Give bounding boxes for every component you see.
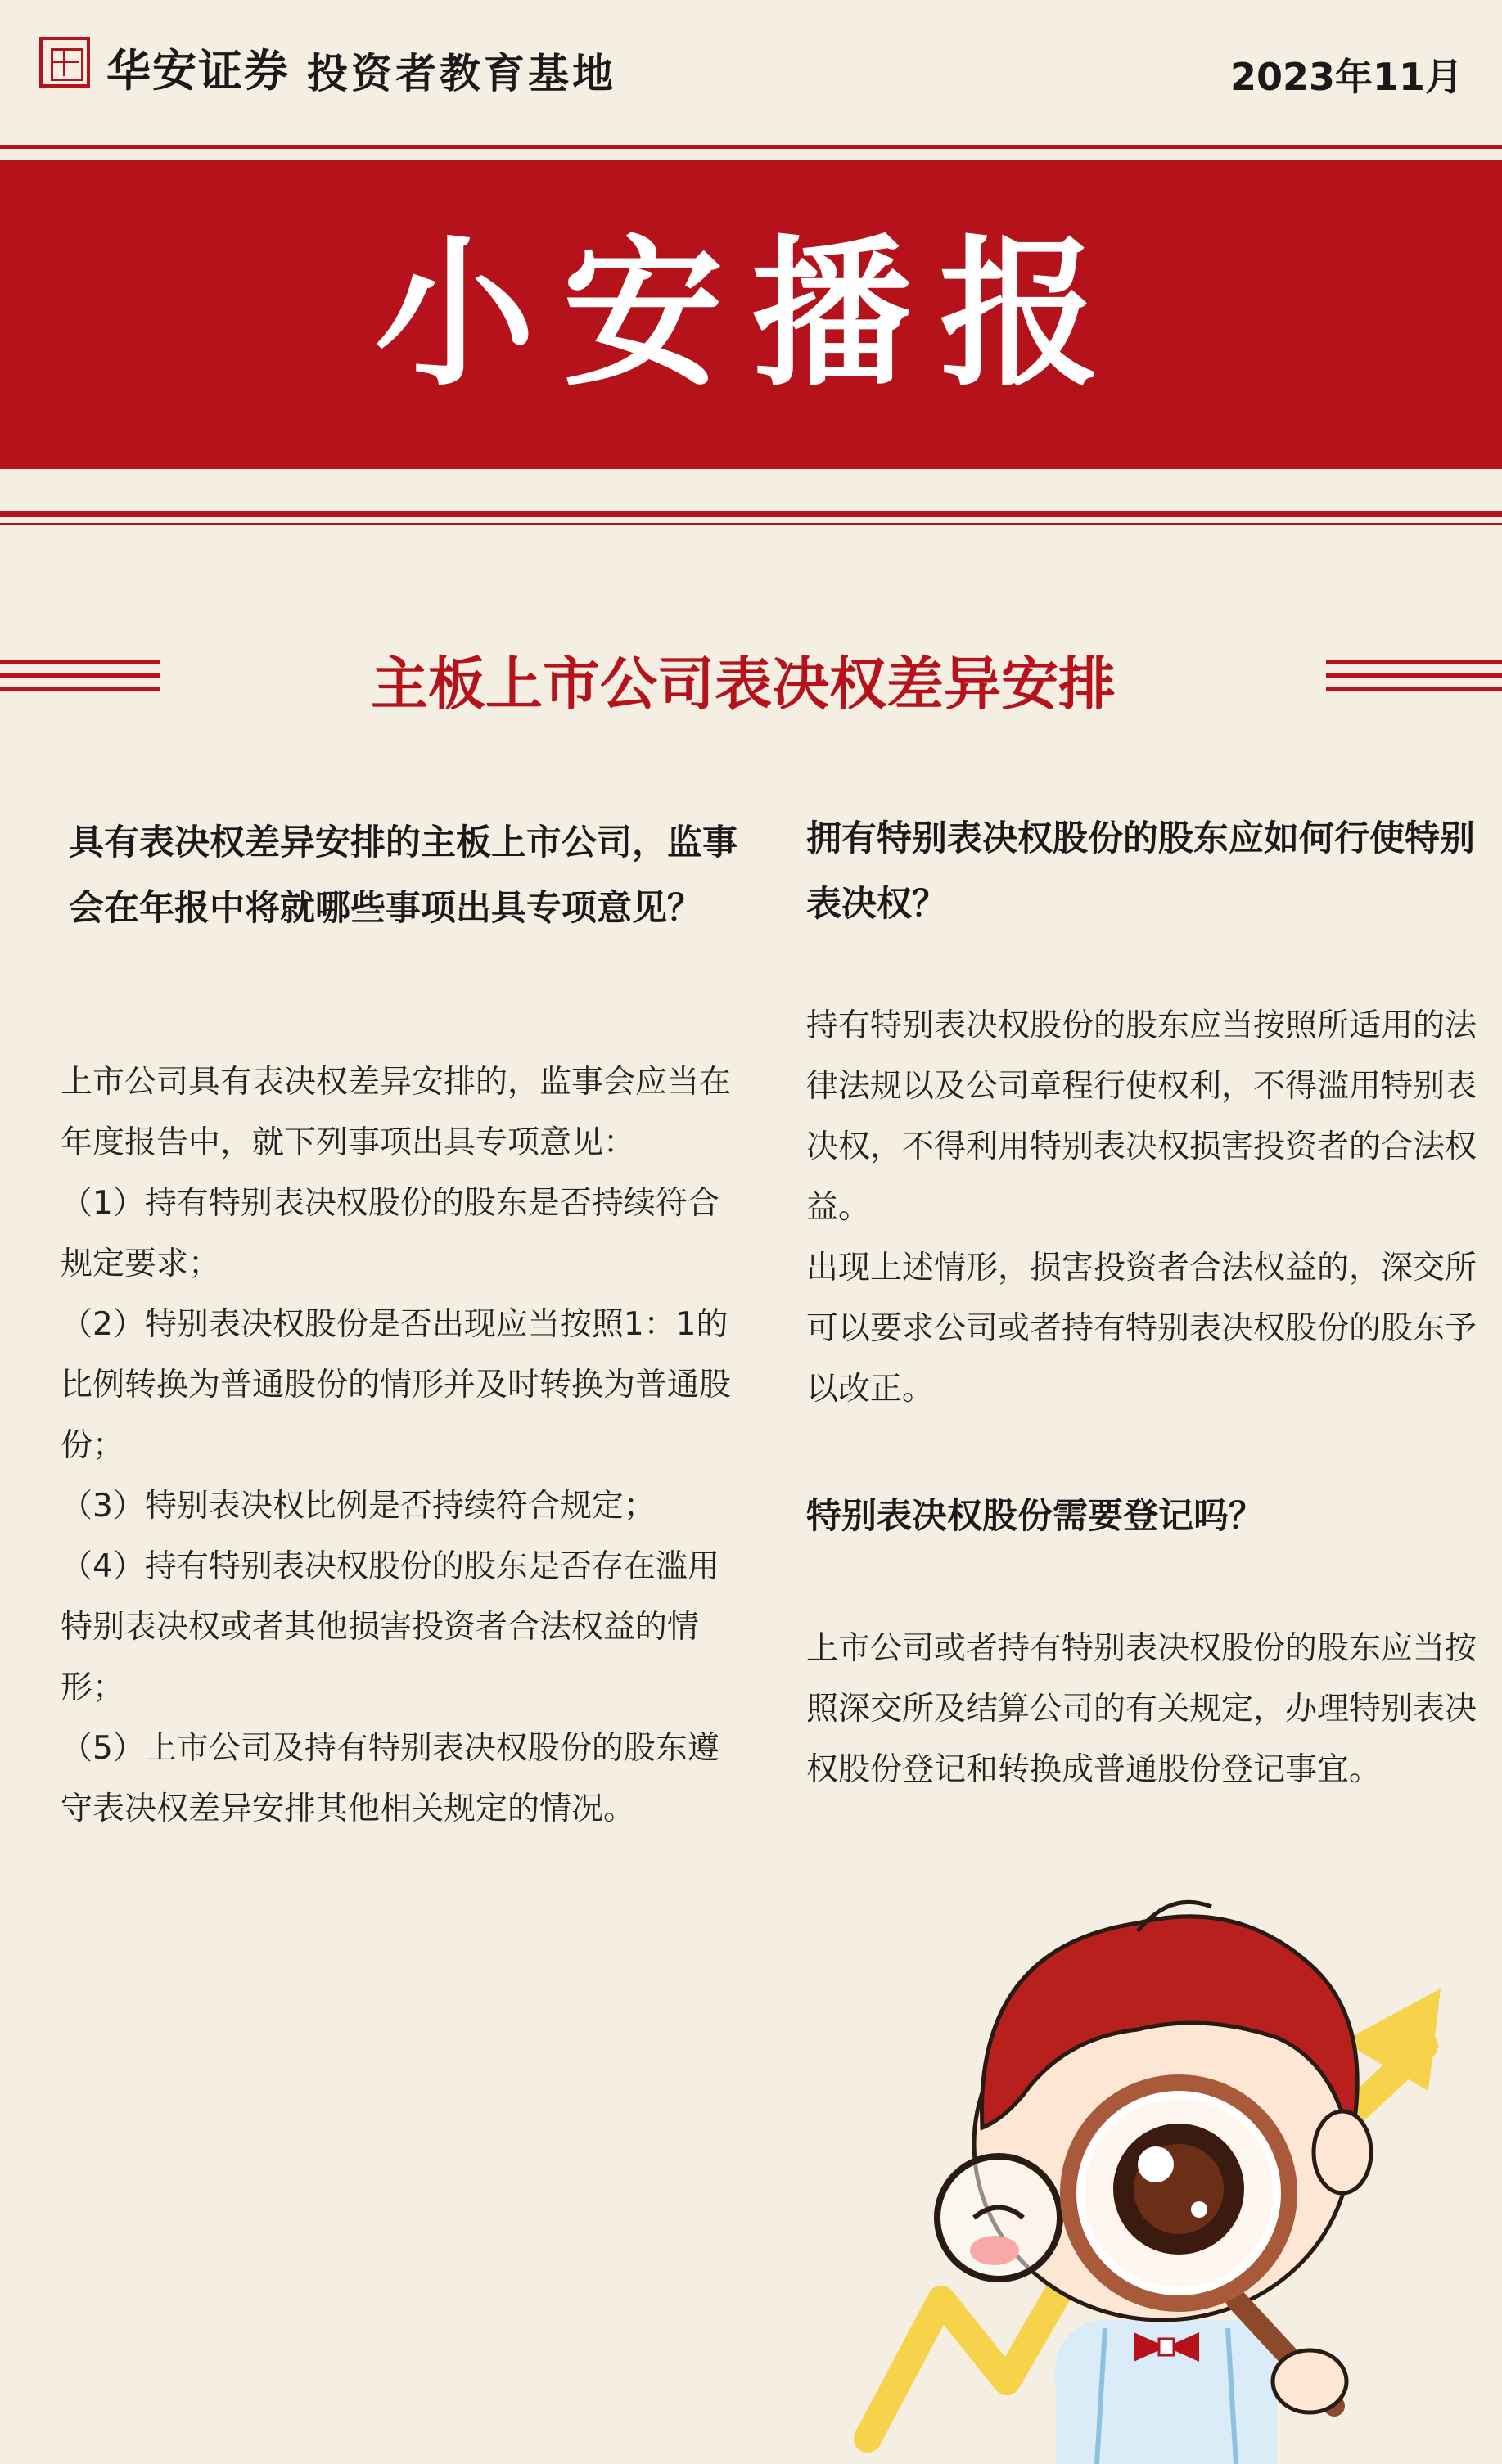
- divider: [0, 511, 1502, 517]
- right-answer-2: [806, 1619, 1486, 1800]
- list-item: （2）特别表决权股份是否出现应当按照1：1的比例转换为普通股份的情形并及时转换为普通股份；: [61, 1306, 732, 1464]
- cartoon-investigator-illustration: [851, 1874, 1498, 2464]
- brand-logo-icon: [39, 37, 90, 88]
- decorative-stripes-right: [1326, 660, 1502, 705]
- banner-title: 小安播报: [374, 220, 1128, 408]
- paragraph: 上市公司或者持有特别表决权股份的股东应当按照深交所及结算公司的有关规定，办理特别表决权股份登记和转换成普通股份登记事宜。: [806, 1630, 1477, 1788]
- divider: [0, 145, 1502, 149]
- paragraph: 上市公司具有表决权差异安排的，监事会应当在年度报告中，就下列事项出具专项意见：: [61, 1064, 732, 1161]
- list-item: （4）持有特别表决权股份的股东是否存在滥用特别表决权或者其他损害投资者合法权益的情形；: [61, 1548, 719, 1706]
- left-answer: [61, 1052, 742, 1840]
- section-title: 主板上市公司表决权差异安排: [371, 650, 1116, 718]
- left-question: 具有表决权差异安排的主板上市公司，监事会在年报中将就哪些事项出具专项意见？: [69, 822, 737, 929]
- right-answer-1: [806, 996, 1486, 1420]
- paragraph: 出现上述情形，损害投资者合法权益的，深交所可以要求公司或者持有特别表决权股份的股东予以改正。: [806, 1250, 1477, 1408]
- brand-name: 华安证券: [106, 44, 290, 97]
- issue-date: 2023年11月: [1229, 55, 1463, 99]
- right-question-1: 拥有特别表决权股份的股东应如何行使特别表决权？: [806, 818, 1475, 925]
- divider: [0, 523, 1502, 525]
- brand-subtitle: 投资者教育基地: [307, 50, 616, 97]
- decorative-stripes-left: [0, 660, 160, 705]
- right-question-2: 特别表决权股份需要登记吗？: [806, 1496, 1264, 1537]
- paragraph: 持有特别表决权股份的股东应当按照所适用的法律法规以及公司章程行使权利，不得滥用特别表决权，不得利用特别表决权损害投资者的合法权益。: [806, 1007, 1477, 1226]
- list-item: （3）特别表决权比例是否持续符合规定；: [61, 1488, 656, 1525]
- list-item: （5）上市公司及持有特别表决权股份的股东遵守表决权差异安排其他相关规定的情况。: [61, 1730, 719, 1827]
- list-item: （1）持有特别表决权股份的股东是否持续符合规定要求；: [61, 1185, 719, 1282]
